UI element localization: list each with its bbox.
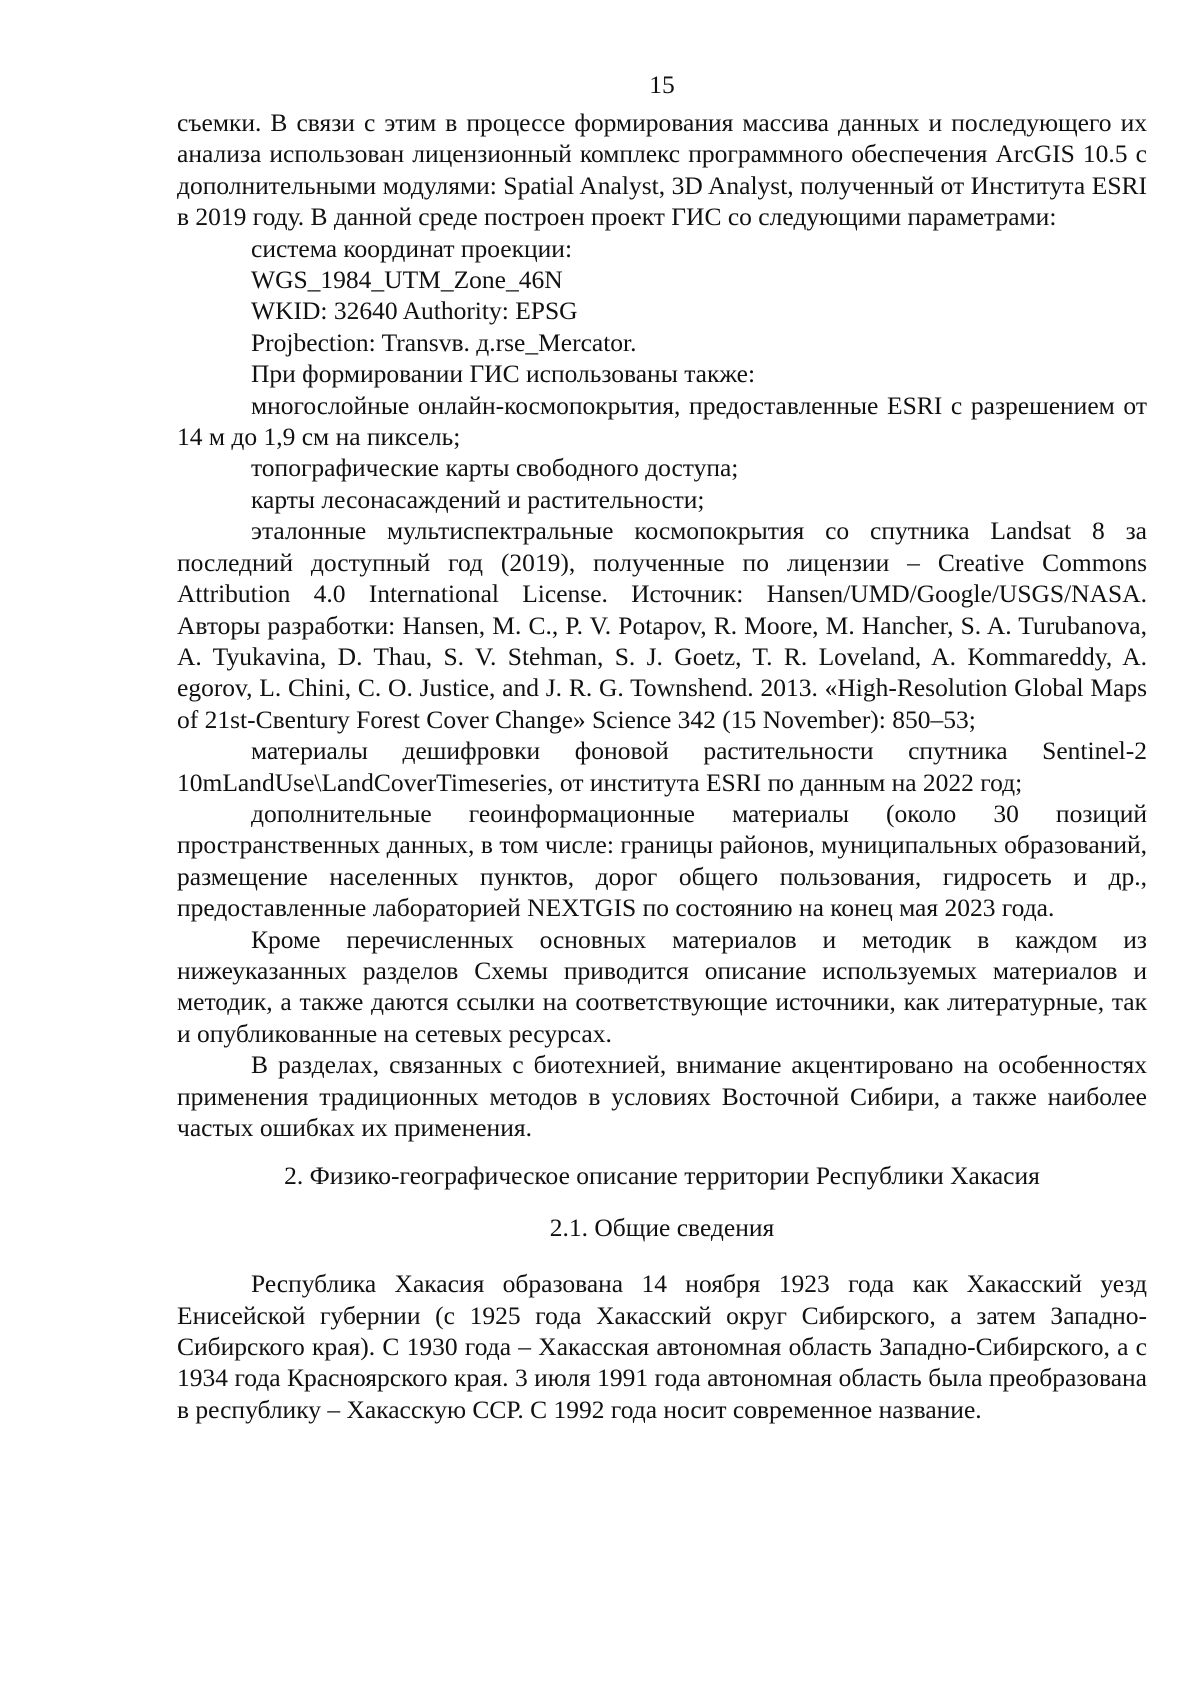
list-item: WKID: 32640 Authority: EPSG (251, 296, 578, 326)
list-item: топографические карты свободного доступа; (251, 453, 739, 483)
paragraph: съемки. В связи с этим в процессе формирования массива данных и последующего их анализа использован лицензионный комплекс программного обеспечения ArcGIS 10.5 с дополнительными модулями: Spatial Analyst, 3D Analyst, полученный от Института ESRI в 2019 году. В данной среде построен проект ГИС со следующими параметрами: (177, 108, 1147, 232)
list-item: система координат проекции: (251, 233, 573, 263)
list-item: WGS_1984_UTM_Zone_46N (251, 265, 563, 295)
paragraph: При формировании ГИС использованы также: (251, 359, 756, 389)
paragraph: Кроме перечисленных основных материалов и методик в каждом из нижеуказанных разделов Схемы приводится описание используемых материалов и методик, а также даются ссылки на соответствующие источники, как литературные, так и опубликованные на сетевых ресурсах. (177, 924, 1147, 1048)
document-page (177, 70, 1147, 1425)
list-item: многослойные онлайн-космопокрытия, предоставленные ESRI с разрешением от 14 м до 1,9 см на пиксель; (177, 390, 1147, 452)
list-item: Projbection: Transvв. д.rse_Mercator. (251, 327, 637, 357)
paragraph: Республика Хакасия образована 14 ноября 1923 года как Хакасский уезд Енисейской губернии (с 1925 года Хакасский округ Сибирского, а затем Западно-Сибирского края). С 1930 года – Хакасская автономная область Западно-Сибирского, а с 1934 года Красноярского края. 3 июля 1991 года автономная область была преобразована в республику – Хакасскую ССР. С 1992 года носит современное название. (177, 1269, 1147, 1424)
list-item: материалы дешифровки фоновой растительности спутника Sentinel-2 10mLandUse\LandCoverTimeseries, от института ESRI по данным на 2022 год; (177, 736, 1147, 797)
section-heading: 2. Физико-географическое описание территории Республики Хакасия (284, 1161, 1040, 1191)
paragraph: В разделах, связанных с биотехнией, внимание акцентировано на особенностях применения традиционных методов в условиях Восточной Сибири, а также наиболее частых ошибках их применения. (177, 1050, 1147, 1142)
list-item: дополнительные геоинформационные материалы (около 30 позиций пространственных данных, в том числе: границы районов, муниципальных образований, размещение населенных пунктов, дорог общего пользования, гидросеть и др., предоставленные лабораторией NEXTGIS по состоянию на конец мая 2023 года. (177, 798, 1147, 923)
list-item: эталонные мультиспектральные космопокрытия со спутника Landsat 8 за последний доступный год (2019), полученные по лицензии – Creative Commons Attribution 4.0 International License. Источник: Hansen/UMD/Google/USGS/NASA. Авторы разработки: Hansen, M. C., P. V. Potapov, R. Moore, M. Hancher, S. A. Turubanova, A. Tyukavina, D. Thau, S. V. Stehman, S. J. Goetz, T. R. Loveland, A. Kommareddy, A. egorov, L. Chini, C. O. Justice, and J. R. G. Townshend. 2013. «High-Resolution Global Maps of 21st-Cвentury Forest Cover Change» Science 342 (15 November): 850–53; (177, 516, 1147, 734)
page-number: 15 (649, 70, 675, 99)
subsection-heading: 2.1. Общие сведения (549, 1212, 775, 1242)
list-item: карты лесонасаждений и растительности; (251, 484, 705, 514)
